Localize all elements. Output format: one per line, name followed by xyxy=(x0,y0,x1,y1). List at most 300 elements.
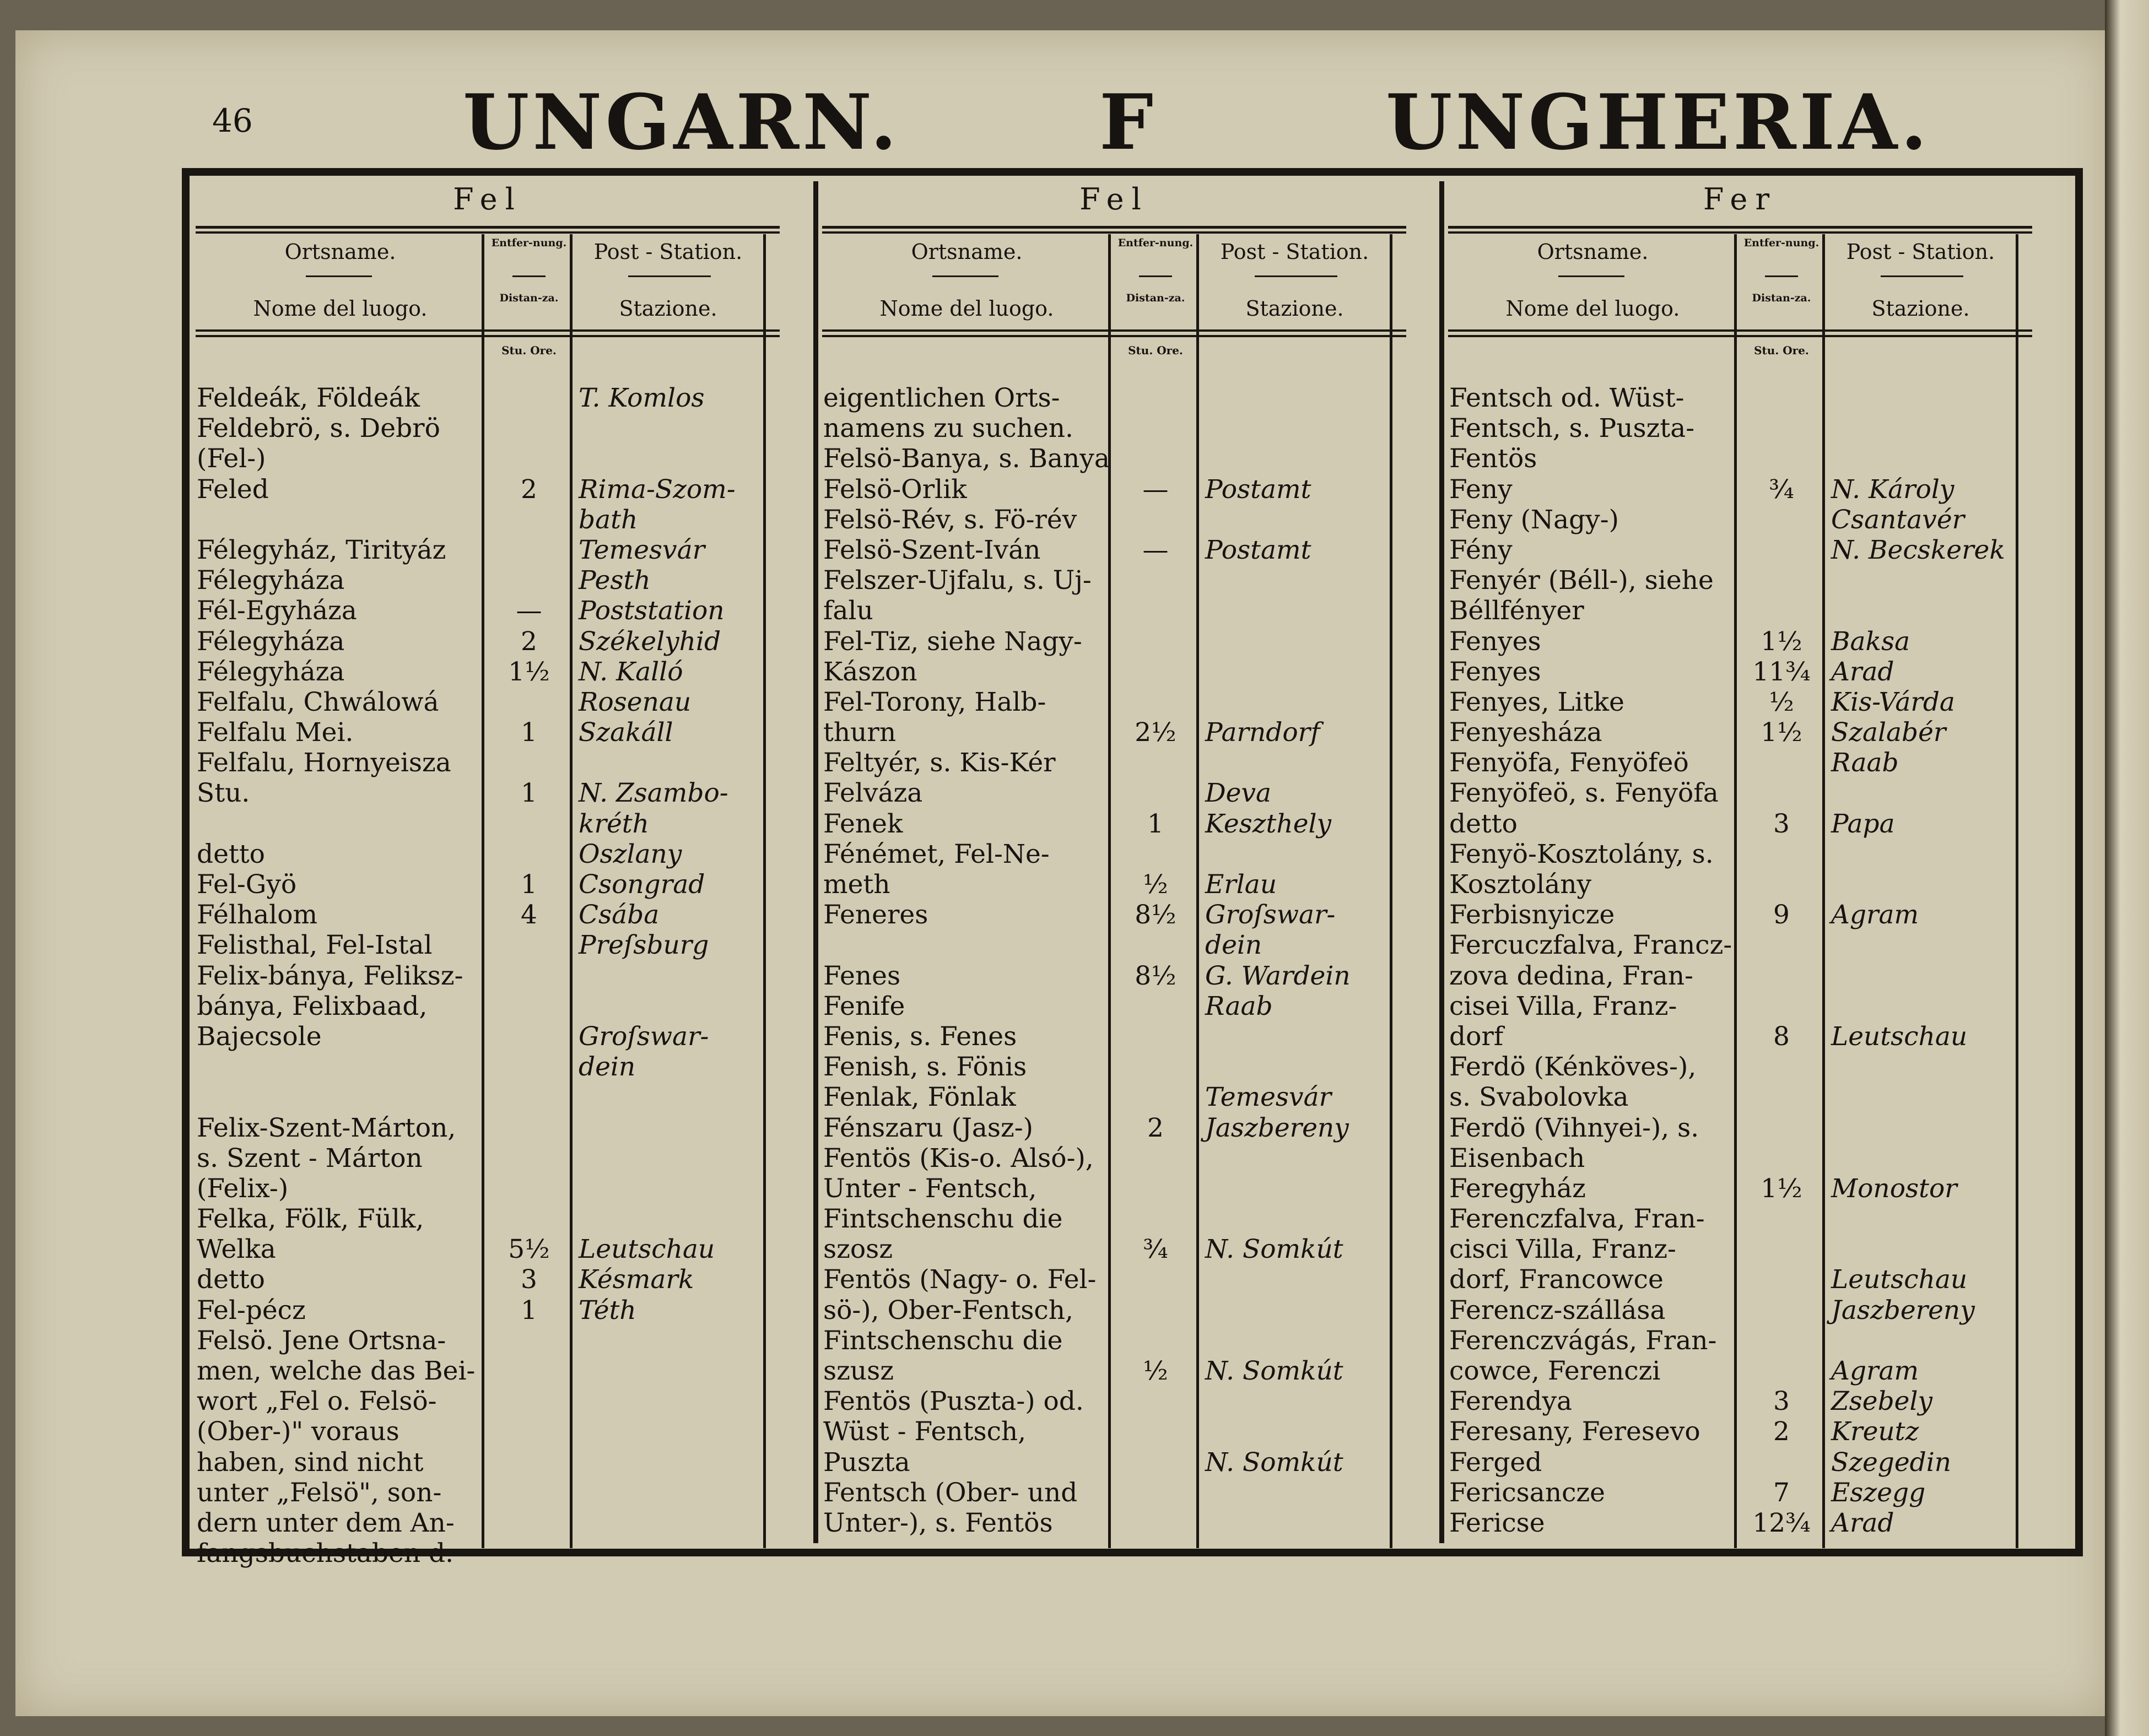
post-station: Deva xyxy=(1205,778,1272,809)
place-name: sö-), Ober-Fentsch, xyxy=(823,1295,1073,1326)
header-distance-german: Entfer-nung. xyxy=(1743,237,1819,249)
post-station: Rosenau xyxy=(579,686,692,717)
entry-row xyxy=(822,991,1406,1021)
post-station: Temesvár xyxy=(579,534,705,565)
place-name: Fel-Torony, Halb- xyxy=(823,686,1046,717)
entry-row xyxy=(1448,1356,2032,1386)
entry-row xyxy=(1448,1204,2032,1234)
place-name: unter „Felsö", son- xyxy=(197,1477,442,1508)
header-separator xyxy=(1139,275,1172,277)
distance-value: ½ xyxy=(1769,686,1794,717)
distance-value: 1½ xyxy=(1761,717,1802,748)
post-station: Agram xyxy=(1831,900,1919,931)
place-name: Fenis, s. Fenes xyxy=(823,1021,1017,1052)
entry-row xyxy=(1448,687,2032,717)
entry-row xyxy=(196,1082,780,1112)
entry-row xyxy=(196,444,780,474)
entry-row xyxy=(1448,1264,2032,1295)
entry-row xyxy=(1448,900,2032,930)
entry-row xyxy=(196,657,780,687)
entry-row xyxy=(822,869,1406,900)
place-name: Ferenczvágás, Fran- xyxy=(1449,1325,1717,1356)
entry-row xyxy=(1448,505,2032,535)
page-number: 46 xyxy=(212,102,253,139)
column-title-rule xyxy=(196,226,780,229)
header-distance-italian: Distan-za. xyxy=(1752,292,1811,304)
place-name: Fenish, s. Fönis xyxy=(823,1052,1027,1083)
header-station-italian: Stazione. xyxy=(1245,296,1344,321)
post-station: Leutschau xyxy=(1831,1021,1968,1052)
entry-row xyxy=(1448,809,2032,839)
place-name: Fercuczfalva, Francz- xyxy=(1449,930,1732,961)
place-name: Fericse xyxy=(1449,1507,1545,1538)
entry-row xyxy=(822,900,1406,930)
distance-value: 2 xyxy=(521,474,537,505)
place-name: detto xyxy=(197,1264,265,1295)
post-station: dein xyxy=(579,1052,636,1083)
header-name-german: Ortsname. xyxy=(1537,240,1649,264)
post-station: Parndorf xyxy=(1205,717,1320,748)
header-separator xyxy=(512,275,546,277)
distance-value: — xyxy=(1142,474,1169,505)
entry-row xyxy=(1448,1386,2032,1416)
place-name: Fenes xyxy=(823,960,901,991)
entry-row xyxy=(196,505,780,535)
place-name: Unter-), s. Fentös xyxy=(823,1507,1053,1538)
distance-value: 3 xyxy=(1773,1386,1790,1417)
entry-row xyxy=(196,1538,780,1569)
place-name: Fenife xyxy=(823,991,905,1021)
place-name: Felsö-Rév, s. Fö-rév xyxy=(823,504,1077,535)
post-station: Preſsburg xyxy=(579,930,709,961)
header-station-italian: Stazione. xyxy=(619,296,717,321)
place-name: Fericsancze xyxy=(1449,1477,1605,1508)
entry-row xyxy=(822,778,1406,808)
entry-row xyxy=(196,1326,780,1356)
place-name: Fentös (Kis-o. Alsó-), xyxy=(823,1143,1094,1173)
entry-row xyxy=(822,1113,1406,1143)
place-name: (Felix-) xyxy=(197,1173,289,1204)
entry-row xyxy=(1448,869,2032,900)
post-station: Papa xyxy=(1831,808,1895,839)
place-name: Fentös xyxy=(1449,444,1537,474)
place-name: Wüst - Fentsch, xyxy=(823,1416,1027,1447)
entry-row xyxy=(822,596,1406,626)
post-station: Baksa xyxy=(1831,626,1910,657)
distance-value: 3 xyxy=(521,1264,537,1295)
post-station: Eszegg xyxy=(1831,1477,1926,1508)
entry-row xyxy=(1448,1173,2032,1204)
entry-row xyxy=(196,748,780,778)
place-name: Fenyö-Kosztolány, s. xyxy=(1449,839,1714,869)
header-separator xyxy=(1765,275,1798,277)
header-station-german: Post - Station. xyxy=(1220,240,1369,264)
place-name: Felfalu Mei. xyxy=(197,717,354,748)
place-name: Feneres xyxy=(823,900,928,931)
entry-row xyxy=(196,1143,780,1173)
entry-row xyxy=(1448,1508,2032,1538)
place-name: Fénémet, Fel-Ne- xyxy=(823,839,1050,869)
entry-row xyxy=(196,687,780,717)
place-name: Kászon xyxy=(823,656,917,687)
distance-value: 7 xyxy=(1773,1477,1790,1508)
entry-row xyxy=(1448,1234,2032,1264)
distance-value: ¾ xyxy=(1143,1234,1168,1265)
distance-value: 1 xyxy=(521,869,537,900)
place-name: Béllfényer xyxy=(1449,596,1584,626)
entry-row xyxy=(1448,474,2032,505)
place-name: Felsö. Jene Ortsna- xyxy=(197,1325,446,1356)
post-station: Kis-Várda xyxy=(1831,686,1955,717)
place-name: Feny (Nagy-) xyxy=(1449,504,1619,535)
post-station: N. Becskerek xyxy=(1831,534,2005,565)
column-title-rule xyxy=(822,226,1406,229)
entry-row xyxy=(822,1173,1406,1204)
place-name: s. Szent - Márton xyxy=(197,1143,423,1173)
book-spine xyxy=(2105,0,2149,1736)
place-name: s. Svabolovka xyxy=(1449,1082,1629,1113)
place-name: falu xyxy=(823,596,873,626)
entry-row xyxy=(196,930,780,960)
column-title: Fel xyxy=(1079,182,1149,217)
entry-row xyxy=(822,565,1406,596)
post-station: Postamt xyxy=(1205,534,1311,565)
header-station-german: Post - Station. xyxy=(593,240,743,264)
header-bottom-rule xyxy=(196,329,780,332)
entry-row xyxy=(196,535,780,565)
entry-row xyxy=(822,1082,1406,1112)
post-station: Groſswar- xyxy=(1205,900,1336,931)
entry-list xyxy=(1448,383,2032,1538)
entry-row xyxy=(822,809,1406,839)
distance-value: 4 xyxy=(521,900,537,931)
entry-row xyxy=(1448,383,2032,413)
entry-row xyxy=(196,1052,780,1082)
entry-row xyxy=(196,778,780,808)
place-name: Fenlak, Fönlak xyxy=(823,1082,1016,1113)
place-name: Felix-bánya, Feliksz- xyxy=(197,960,463,991)
distance-value: 1½ xyxy=(508,656,550,687)
header-separator xyxy=(628,275,711,277)
post-station: Raab xyxy=(1831,748,1899,778)
place-name: Feny xyxy=(1449,474,1513,505)
place-name: cowce, Ferenczi xyxy=(1449,1356,1661,1386)
place-name: Fenyes xyxy=(1449,656,1541,687)
entry-row xyxy=(1448,413,2032,444)
post-station: Zsebely xyxy=(1831,1386,1933,1417)
post-station: Arad xyxy=(1831,1507,1894,1538)
distance-value: 2 xyxy=(1773,1416,1790,1447)
entry-row xyxy=(196,961,780,991)
post-station: Leutschau xyxy=(1831,1264,1968,1295)
header-distance-italian: Distan-za. xyxy=(499,292,559,304)
post-station: N. Károly xyxy=(1831,474,1954,505)
entry-row xyxy=(1448,1478,2032,1508)
entry-row xyxy=(1448,1021,2032,1052)
entry-row xyxy=(822,717,1406,748)
place-name: cisci Villa, Franz- xyxy=(1449,1234,1676,1265)
post-station: Csantavér xyxy=(1831,504,1965,535)
place-name: Fentsch, s. Puszta- xyxy=(1449,413,1695,444)
place-name: Fél-Egyháza xyxy=(197,596,357,626)
place-name: namens zu suchen. xyxy=(823,413,1073,444)
entry-row xyxy=(1448,1416,2032,1447)
entry-row xyxy=(822,535,1406,565)
place-name: Ferdö (Vihnyei-), s. xyxy=(1449,1112,1699,1143)
entry-row xyxy=(196,1478,780,1508)
entry-row xyxy=(1448,1143,2032,1173)
place-name: Felix-Szent-Márton, xyxy=(197,1112,456,1143)
place-name: Fentsch od. Wüst- xyxy=(1449,383,1684,413)
place-name: thurn xyxy=(823,717,897,748)
entry-row xyxy=(822,1386,1406,1416)
distance-value: 3 xyxy=(1773,808,1790,839)
place-name: Welka xyxy=(197,1234,276,1265)
place-name: Eisenbach xyxy=(1449,1143,1585,1173)
place-name: eigentlichen Orts- xyxy=(823,383,1060,413)
post-station: Leutschau xyxy=(579,1234,715,1265)
header-bottom-rule xyxy=(822,329,1406,332)
gazetteer-column-2 xyxy=(822,182,1406,1548)
place-name: Bajecsole xyxy=(197,1021,322,1052)
entry-row xyxy=(196,1234,780,1264)
entry-row xyxy=(1448,1447,2032,1478)
entry-row xyxy=(196,1447,780,1478)
post-station: Késmark xyxy=(579,1264,694,1295)
entry-row xyxy=(196,717,780,748)
entry-row xyxy=(822,930,1406,960)
place-name: Fenyöfa, Fenyöfeö xyxy=(1449,748,1689,778)
place-name: Kosztolány xyxy=(1449,869,1592,900)
place-name: Feregyház xyxy=(1449,1173,1586,1204)
header-name-german: Ortsname. xyxy=(911,240,1023,264)
distance-value: ½ xyxy=(1143,869,1168,900)
place-name: Fel-Tiz, siehe Nagy- xyxy=(823,626,1082,657)
place-name: Ferdö (Kénköves-), xyxy=(1449,1052,1697,1083)
place-name: Feled xyxy=(197,474,269,505)
place-name: Félegyház, Tirityáz xyxy=(197,534,446,565)
entry-row xyxy=(196,809,780,839)
place-name: Felsö-Banya, s. Banya xyxy=(823,444,1110,474)
entry-row xyxy=(822,748,1406,778)
place-name: meth xyxy=(823,869,890,900)
place-name: Félhalom xyxy=(197,900,318,931)
distance-value: 8 xyxy=(1773,1021,1790,1052)
distance-value: 5½ xyxy=(508,1234,550,1265)
header-separator xyxy=(306,275,372,277)
post-station: Szakáll xyxy=(579,717,673,748)
post-station: Groſswar- xyxy=(579,1021,709,1052)
entry-row xyxy=(1448,1326,2032,1356)
post-station: Rima-Szom- xyxy=(579,474,736,505)
entry-row xyxy=(1448,596,2032,626)
entry-row xyxy=(822,1052,1406,1082)
title-italian: UNGHERIA. xyxy=(1386,77,1931,167)
entry-row xyxy=(822,413,1406,444)
place-name: cisei Villa, Franz- xyxy=(1449,991,1677,1021)
place-name: wort „Fel o. Felsö- xyxy=(197,1386,437,1417)
place-name: Feldebrö, s. Debrö xyxy=(197,413,440,444)
place-name: Félegyháza xyxy=(197,565,345,596)
distance-unit-label: Stu. Ore. xyxy=(1128,344,1183,357)
entry-row xyxy=(822,1416,1406,1447)
place-name: Fentös (Puszta-) od. xyxy=(823,1386,1084,1417)
place-name: Félegyháza xyxy=(197,626,345,657)
place-name: Felfalu, Hornyeisza xyxy=(197,748,451,778)
distance-value: 1½ xyxy=(1761,626,1802,657)
distance-unit-label: Stu. Ore. xyxy=(1754,344,1809,357)
entry-row xyxy=(1448,626,2032,657)
entry-row xyxy=(1448,778,2032,808)
entry-row xyxy=(822,1021,1406,1052)
column-title: Fer xyxy=(1703,182,1778,217)
post-station: Kreutz xyxy=(1831,1416,1919,1447)
post-station: N. Somkút xyxy=(1205,1356,1343,1386)
post-station: Székelyhid xyxy=(579,626,721,657)
place-name: Fenyér (Béll-), siehe xyxy=(1449,565,1714,596)
place-name: men, welche das Bei- xyxy=(197,1356,476,1386)
header-separator xyxy=(1558,275,1624,277)
distance-value: 12¾ xyxy=(1752,1507,1811,1538)
distance-value: ¾ xyxy=(1769,474,1794,505)
header-top-rule xyxy=(822,231,1406,234)
place-name: haben, sind nicht xyxy=(197,1447,424,1478)
place-name: Stu. xyxy=(197,778,250,809)
entry-row xyxy=(196,383,780,413)
entry-row xyxy=(822,961,1406,991)
header-name-italian: Nome del luogo. xyxy=(253,296,428,321)
entry-row xyxy=(822,1326,1406,1356)
post-station: Téth xyxy=(579,1295,636,1326)
entry-row xyxy=(822,1295,1406,1326)
post-station: Szegedin xyxy=(1831,1447,1952,1478)
post-station: Erlau xyxy=(1205,869,1277,900)
post-station: Raab xyxy=(1205,991,1273,1021)
header-bottom-rule-2 xyxy=(196,335,780,337)
place-name: Fenyesháza xyxy=(1449,717,1602,748)
place-name: Fintschenschu die xyxy=(823,1325,1063,1356)
post-station: Pesth xyxy=(579,565,651,596)
entry-row xyxy=(822,505,1406,535)
header-distance-german: Entfer-nung. xyxy=(491,237,567,249)
entry-row xyxy=(822,626,1406,657)
place-name: zova dedina, Fran- xyxy=(1449,960,1694,991)
place-name: detto xyxy=(1449,808,1518,839)
column-title: Fel xyxy=(453,182,522,217)
post-station: N. Kalló xyxy=(579,656,683,687)
place-name: Feltyér, s. Kis-Kér xyxy=(823,748,1056,778)
entry-row xyxy=(822,444,1406,474)
place-name: Fel-pécz xyxy=(197,1295,306,1326)
entry-row xyxy=(1448,961,2032,991)
place-name: Fénszaru (Jasz-) xyxy=(823,1112,1034,1143)
title-german: UNGARN. xyxy=(463,77,900,167)
distance-value: 8½ xyxy=(1135,900,1176,931)
place-name: Fény xyxy=(1449,534,1513,565)
distance-value: 11¾ xyxy=(1752,656,1811,687)
entry-row xyxy=(1448,1052,2032,1082)
place-name: Ferendya xyxy=(1449,1386,1573,1417)
place-name: Fintschenschu die xyxy=(823,1204,1063,1235)
place-name: Felisthal, Fel-Istal xyxy=(197,930,433,961)
place-name: (Ober-)" voraus xyxy=(197,1416,399,1447)
entry-row xyxy=(196,1508,780,1538)
post-station: Jaszbereny xyxy=(1205,1112,1349,1143)
distance-value: ½ xyxy=(1143,1356,1168,1386)
distance-value: 2½ xyxy=(1135,717,1176,748)
column-divider xyxy=(1439,181,1444,1543)
distance-value: — xyxy=(1142,534,1169,565)
entry-row xyxy=(1448,444,2032,474)
entry-row xyxy=(196,1113,780,1143)
header-bottom-rule xyxy=(1448,329,2032,332)
header-name-german: Ortsname. xyxy=(284,240,396,264)
entry-row xyxy=(196,839,780,869)
entry-row xyxy=(822,1204,1406,1234)
header-distance-italian: Distan-za. xyxy=(1126,292,1185,304)
post-station: Agram xyxy=(1831,1356,1919,1386)
post-station: Szalabér xyxy=(1831,717,1946,748)
header-bottom-rule-2 xyxy=(1448,335,2032,337)
post-station: Csongrad xyxy=(579,869,705,900)
post-station: Csába xyxy=(579,900,660,931)
place-name: Feldeák, Földeák xyxy=(197,383,420,413)
place-name: dorf xyxy=(1449,1021,1504,1052)
place-name: Ferbisnyicze xyxy=(1449,900,1615,931)
place-name: bánya, Felixbaad, xyxy=(197,991,428,1021)
header-station-italian: Stazione. xyxy=(1871,296,1970,321)
entry-list xyxy=(822,383,1406,1538)
post-station: G. Wardein xyxy=(1205,960,1351,991)
post-station: Monostor xyxy=(1831,1173,1957,1204)
distance-value: 2 xyxy=(521,626,537,657)
entry-row xyxy=(822,1234,1406,1264)
distance-value: — xyxy=(516,596,542,626)
place-name: Fentsch (Ober- und xyxy=(823,1477,1078,1508)
header-top-rule xyxy=(196,231,780,234)
post-station: Postamt xyxy=(1205,474,1311,505)
header-separator xyxy=(932,275,998,277)
post-station: kréth xyxy=(579,808,649,839)
header-station-german: Post - Station. xyxy=(1846,240,1995,264)
entry-row xyxy=(822,657,1406,687)
place-name: szusz xyxy=(823,1356,894,1386)
entry-row xyxy=(196,991,780,1021)
header-bottom-rule-2 xyxy=(822,335,1406,337)
entry-row xyxy=(196,1356,780,1386)
entry-row xyxy=(822,1264,1406,1295)
column-divider xyxy=(813,181,818,1543)
entry-row xyxy=(1448,930,2032,960)
title-letter: F xyxy=(1099,77,1157,167)
entry-row xyxy=(196,869,780,900)
post-station: bath xyxy=(579,504,638,535)
header-separator xyxy=(1881,275,1963,277)
entry-row xyxy=(196,474,780,505)
entry-row xyxy=(196,1416,780,1447)
entry-row xyxy=(196,1264,780,1295)
entry-row xyxy=(1448,657,2032,687)
column-title-rule xyxy=(1448,226,2032,229)
entry-row xyxy=(822,839,1406,869)
place-name: Feresany, Feresevo xyxy=(1449,1416,1700,1447)
gazetteer-column-1 xyxy=(196,182,780,1569)
entry-row xyxy=(196,413,780,444)
entry-row xyxy=(822,383,1406,413)
header-top-rule xyxy=(1448,231,2032,234)
entry-row xyxy=(1448,1295,2032,1326)
place-name: Fentös (Nagy- o. Fel- xyxy=(823,1264,1097,1295)
